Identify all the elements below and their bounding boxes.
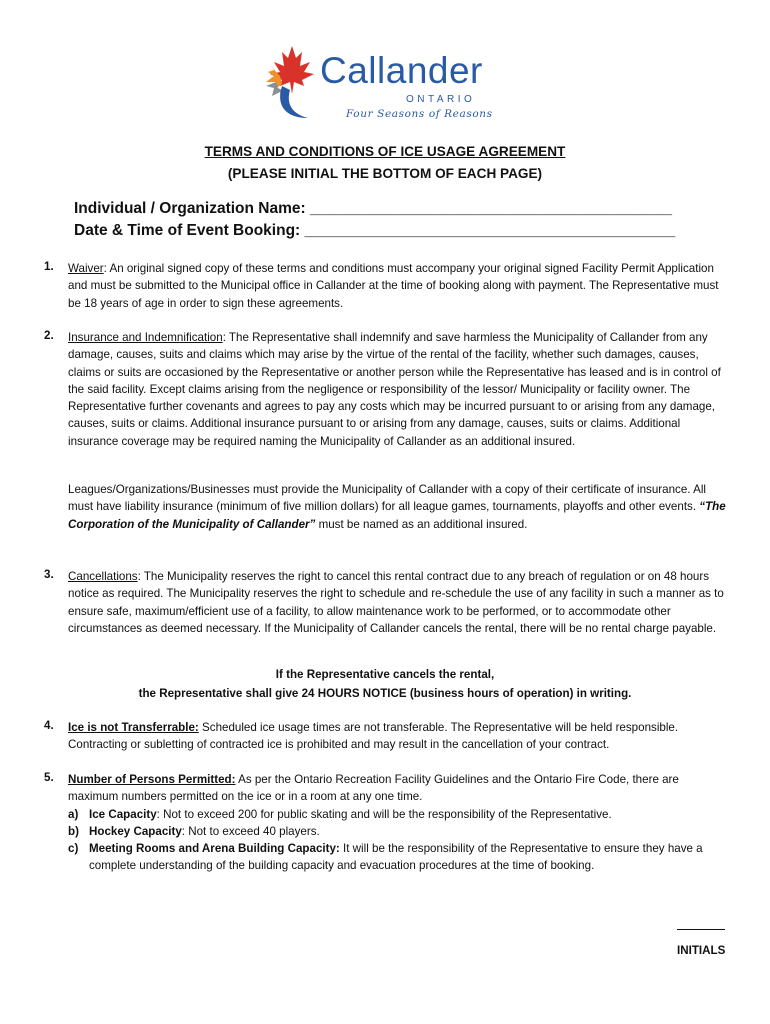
section-persons-permitted <box>68 771 728 806</box>
section-waiver <box>68 260 728 312</box>
section-text: : An original signed copy of these terms and conditions must accompany your original signed Facility Permit Application and must be submitted to the Municipal office in Callander at the time of booking along with payment. The Representative must be 18 years of age in order to sign these agreements. <box>68 262 719 310</box>
section-cancellations <box>68 568 728 637</box>
subitem-label: Hockey Capacity <box>89 825 182 838</box>
initials-label: INITIALS <box>677 944 726 957</box>
logo-province: ONTARIO <box>406 94 476 105</box>
event-booking-field[interactable] <box>74 222 675 240</box>
section-number: 2. <box>44 329 54 342</box>
subitem-letter: c) <box>68 842 79 855</box>
section-heading: Insurance and Indemnification <box>68 331 223 344</box>
subitem-letter: b) <box>68 825 79 838</box>
section-number: 4. <box>44 719 54 732</box>
callander-logo <box>262 42 502 124</box>
event-booking-label: Date & Time of Event Booking: <box>74 222 301 239</box>
section-number: 1. <box>44 260 54 273</box>
section-text: As per the Ontario Recreation Facility Guidelines and the Ontario Fire Code, there are maximum numbers permitted on the ice or in a room at any one time. <box>68 773 679 804</box>
subitem-text: : Not to exceed 40 players. <box>181 825 320 838</box>
logo-tagline: Four Seasons of Reasons <box>346 108 493 120</box>
organization-name-blank[interactable]: __________________________________________ <box>309 200 673 217</box>
organization-name-label: Individual / Organization Name: <box>74 200 306 217</box>
section-insurance-leagues <box>68 481 728 533</box>
section-text: : The Representative shall indemnify and save harmless the Municipality of Callander from any damage, causes, suits and claims which may arise by the virtue of the rental of the facility, whether such damages, causes, claims or suits are occasioned by the Representative or another person while the Representative has leased and is in control of the said facility. Except claims arising from the negligence or responsibility of the lessor/ Municipality or facility owner. The Representative further covenants and agrees to pay any costs which may be incurred pursuant to or arising from any damage, causes, suits or claims. Additional insurance pursuant to or arising from any damage, causes, suits or claims. Additional insurance coverage may be required naming the Municipality of Callander as an additional insured. <box>68 331 721 448</box>
organization-name-field[interactable] <box>74 200 672 218</box>
section-heading: Ice is not Transferrable: <box>68 721 199 734</box>
logo-town-name: Callander <box>320 50 483 91</box>
subitem-text: : Not to exceed 200 for public skating and will be the responsibility of the Representative. <box>156 808 612 821</box>
subitem-label: Meeting Rooms and Arena Building Capacity: <box>89 842 340 855</box>
section-text: must be named as an additional insured. <box>315 517 528 531</box>
subitem-letter: a) <box>68 808 79 821</box>
section-text: Leagues/Organizations/Businesses must provide the Municipality of Callander with a copy of their certificate of insurance. All must have liability insurance (minimum of five million dollars) for all league games, tournaments, playoffs and other events. <box>68 483 706 514</box>
section-number: 3. <box>44 568 54 581</box>
event-booking-blank[interactable]: ___________________________________________ <box>304 222 676 239</box>
cancellation-note-line1: If the Representative cancels the rental, <box>275 668 495 681</box>
cancellation-note-line2: the Representative shall give 24 HOURS NOTICE (business hours of operation) in writing. <box>138 687 632 700</box>
document-subtitle: (PLEASE INITIAL THE BOTTOM OF EACH PAGE) <box>227 166 543 181</box>
section-heading: Number of Persons Permitted: <box>68 773 236 786</box>
section-text: : The Municipality reserves the right to cancel this rental contract due to any breach of regulation or on 48 hours notice as required. The Municipality reserves the right to schedule and re-schedule the use of any facility in such a manner as to ensure safe, maximum/efficient use of a facility, to allow maintenance work to be performed, or to accommodate other circumstances as deemed necessary. If the Municipality of Callander cancels the rental, there will be no rental charge payable. <box>68 570 724 635</box>
section-heading: Waiver <box>68 262 104 275</box>
section-heading: Cancellations <box>68 570 138 583</box>
corporation-name: “The Corporation of the Municipality of Callander” <box>68 500 726 531</box>
subitem-text: It will be the responsibility of the Representative to ensure they have a complete understanding of the building capacity and evacuation procedures at the time of booking. <box>89 842 703 873</box>
section-not-transferrable <box>68 719 728 754</box>
initials-blank[interactable] <box>677 929 725 930</box>
section-insurance <box>68 329 728 450</box>
section-text: Scheduled ice usage times are not transferable. The Representative will be held responsible. Contracting or subletting of contracted ice is prohibited and may result in the cancellation of your contract. <box>68 721 679 752</box>
subitem-label: Ice Capacity <box>89 808 157 821</box>
section-number: 5. <box>44 771 54 784</box>
document-title: TERMS AND CONDITIONS OF ICE USAGE AGREEMENT <box>204 144 566 159</box>
